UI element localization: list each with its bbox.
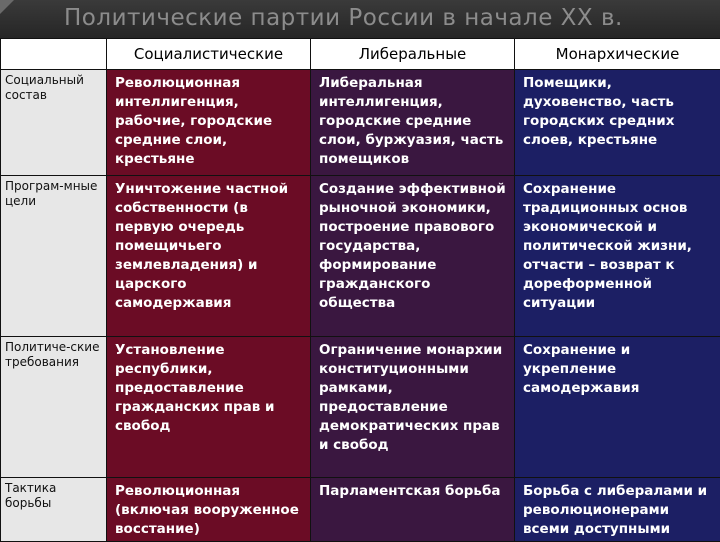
table-cell: Сохранение и укрепление самодержавия bbox=[515, 337, 720, 478]
table-cell: Установление республики, предоставление гражданских прав и свобод bbox=[107, 337, 311, 478]
table-cell: Революционная (включая вооруженное восстание) bbox=[107, 478, 311, 542]
header-corner-cell bbox=[1, 39, 107, 70]
row-label-social-composition: Социальный состав bbox=[1, 70, 107, 176]
row-label-political-demands: Политиче-ские требования bbox=[1, 337, 107, 478]
table-cell: Помещики, духовенство, часть городских средних слоев, крестьяне bbox=[515, 70, 720, 176]
table-cell: Уничтожение частной собственности (в первую очередь помещичьего землевладения) и царского самодержавия bbox=[107, 176, 311, 337]
table-cell: Создание эффективной рыночной экономики, построение правового государства, формирование гражданского общества bbox=[311, 176, 515, 337]
corner-decoration bbox=[0, 0, 14, 14]
row-label-tactics: Тактика борьбы bbox=[1, 478, 107, 542]
table-row bbox=[1, 337, 720, 478]
table-row bbox=[1, 478, 720, 542]
table-cell: Либеральная интеллигенция, городские средние слои, буржуазия, часть помещиков bbox=[311, 70, 515, 176]
column-header-socialist: Социалистические bbox=[107, 39, 311, 70]
table-row bbox=[1, 70, 720, 176]
table-cell: Борьба с либералами и революционерами всеми доступными bbox=[515, 478, 720, 542]
table-cell: Революционная интеллигенция, рабочие, городские средние слои, крестьяне bbox=[107, 70, 311, 176]
table-cell: Сохранение традиционных основ экономической и политической жизни, отчасти – возврат к дореформенной ситуации bbox=[515, 176, 720, 337]
table-cell: Ограничение монархии конституционными рамками, предоставление демократических прав и свобод bbox=[311, 337, 515, 478]
table-cell: Парламентская борьба bbox=[311, 478, 515, 542]
header-row bbox=[1, 39, 720, 70]
column-header-liberal: Либеральные bbox=[311, 39, 515, 70]
column-header-monarchist: Монархические bbox=[515, 39, 720, 70]
row-label-program-goals: Програм-мные цели bbox=[1, 176, 107, 337]
slide-title: Политические партии России в начале XX в. bbox=[0, 0, 720, 38]
table-row bbox=[1, 176, 720, 337]
parties-table bbox=[0, 38, 720, 542]
